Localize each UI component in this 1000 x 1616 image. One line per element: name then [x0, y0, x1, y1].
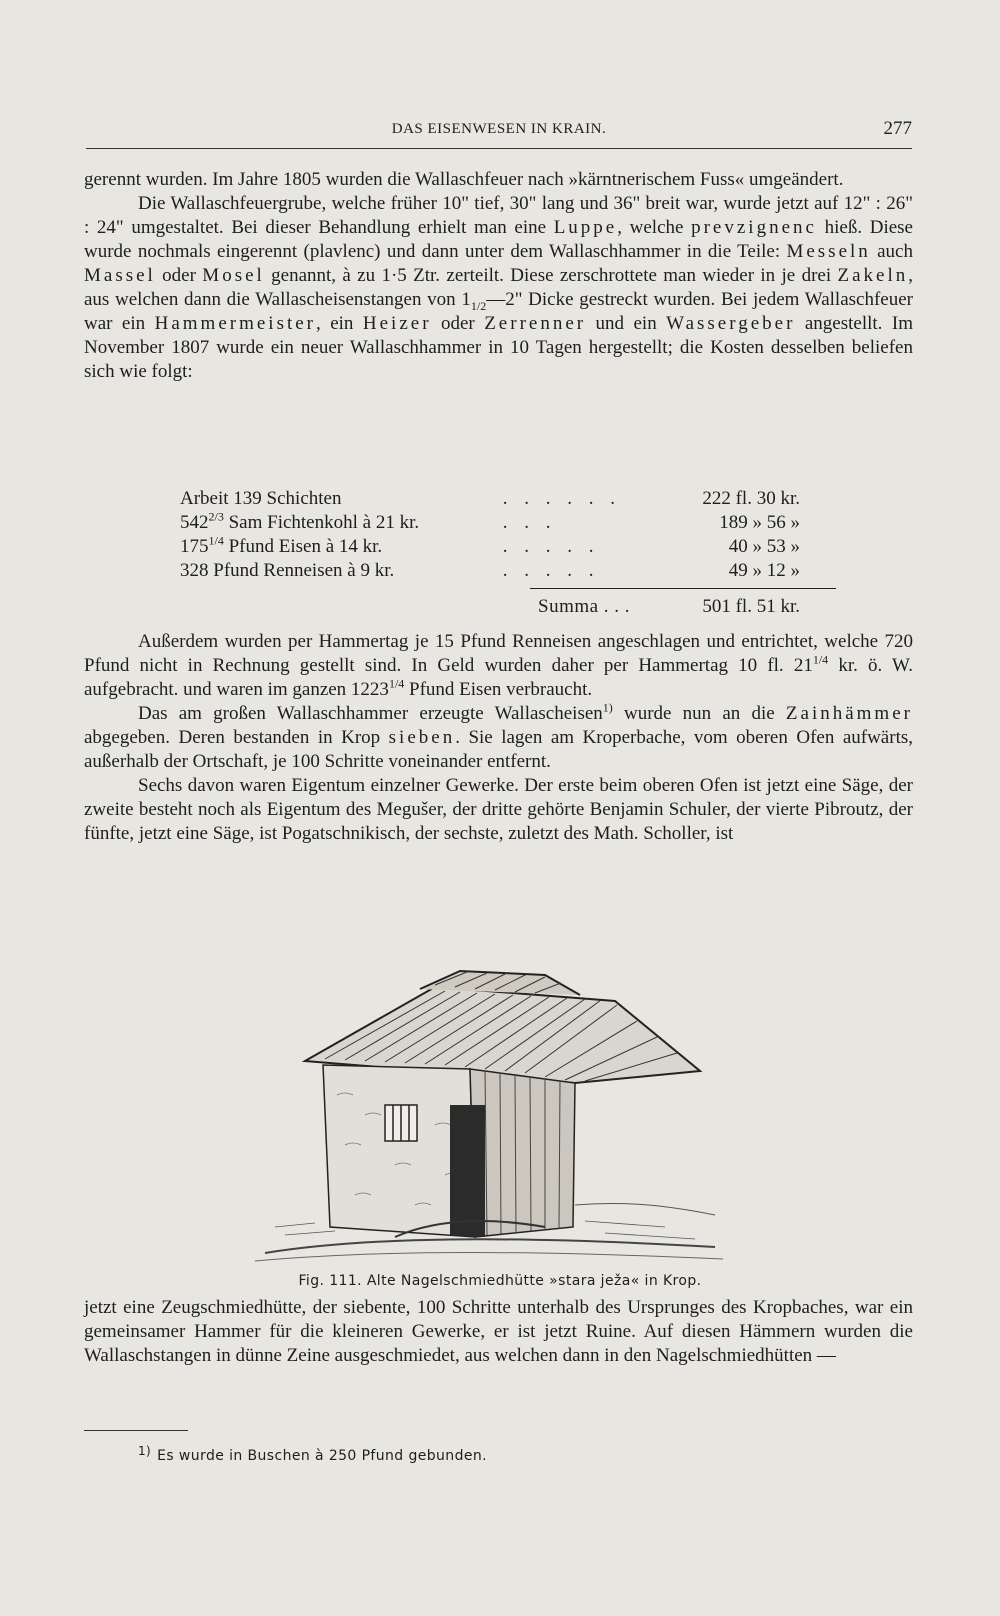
figure-caption: Fig. 111. Alte Nagelschmiedhütte »stara ježa« in Krop. [298, 1273, 702, 1289]
table-row: 328 Pfund Renneisen à 9 kr. . . . . . 49 » 12 » [180, 560, 800, 581]
table-row: $175^{1/4}$ Pfund Eisen à 14 kr. . . . . . 40 » 53 » [180, 533, 800, 557]
summa-value: 501 fl. 51 kr. [702, 596, 800, 617]
paragraph-5: Sechs davon waren Eigentum einzelner Gewerke. Der erste beim oberen Ofen ist jetzt eine Säge, der zweite besteht noch als Eigentum des Megušer, der dritte gehörte Benjamin Schuler, der vierte Pibroutz, der fünfte, jetzt eine Säge, ist Pogatschnikisch, der sechste, zuletzt des Math. Scholler, ist [84, 775, 913, 844]
body-text-bottom [84, 1296, 913, 1368]
hut-illustration [245, 965, 725, 1265]
table-row: Arbeit 139 Schichten . . . . . . 222 fl. 30 kr. [180, 488, 800, 509]
footnote-ref: 1) [602, 700, 613, 715]
footnote-rule [84, 1430, 188, 1431]
running-title: DAS EISENWESEN IN KRAIN. [391, 121, 607, 137]
paragraph-3: Außerdem wurden per Hammertag je 15 Pfund Renneisen angeschlagen und entrichtet, welche 720 Pfund nicht in Rechnung gestellt sind. In Geld wurden daher per Hammertag 10 fl. $21^{1/4}$ kr. ö. W. aufgebracht. und waren im ganzen $1223^{1/4}$ Pfund Eisen verbraucht. [84, 631, 913, 700]
footnote-text: Es wurde in Buschen à 250 Pfund gebunden. [157, 1448, 488, 1464]
body-text-middle [84, 630, 913, 846]
paragraph-2: Die Wallaschfeuergrube, welche früher 10" tief, 30" lang und 36" breit war, wurde jetzt auf 12" : 26" : 24" umgestaltet. Bei dieser Behandlung erhielt man eine Luppe, welche prevzignenc hieß. Diese wurde nochmals eingerennt (plavlenc) und dann unter dem Wallaschhammer in die Teile: Messeln auch Massel oder Mosel genannt, à zu 1·5 Ztr. zerteilt. Diese zerschrottete man wieder in je drei Zakeln, aus welchen dann die Wallascheisenstangen von $1_{1/2}—2$" Dicke gestreckt wurden. Bei jedem Wallaschfeuer war ein Hammermeister, ein Heizer oder Zerrenner und ein Wassergeber angestellt. Im November 1807 wurde ein neuer Wallaschhammer in 10 Tagen hergestellt; die Kosten desselben beliefen sich wie folgt: [84, 193, 913, 382]
paragraph-6: jetzt eine Zeugschmiedhütte, der siebente, 100 Schritte unterhalb des Ursprunges des Kropbaches, war ein gemeinsamer Hammer für die kleineren Gewerke, er ist jetzt Ruine. Auf diesen Hämmern wurden die Wallaschstangen in dünne Zeine ausgeschmiedet, aus welchen dann in den Nagelschmiedhütten — [84, 1297, 913, 1366]
running-header [86, 118, 912, 149]
paragraph-1: gerennt wurden. Im Jahre 1805 wurden die Wallaschfeuer nach »kärntnerischem Fuss« umgeändert. [84, 169, 844, 190]
table-row: $542^{2/3}$ Sam Fichtenkohl à 21 kr. . . . 189 » 56 » [180, 509, 800, 533]
footnote-mark: 1) [138, 1444, 152, 1458]
figure-illustration [245, 965, 725, 1265]
summa-row [538, 596, 800, 618]
page-number: 277 [883, 118, 912, 139]
cost-table [180, 487, 800, 583]
summa-label: Summa . . . [538, 596, 631, 617]
sum-rule [530, 588, 836, 589]
footnote [138, 1444, 488, 1464]
body-text-top [84, 168, 913, 384]
paragraph-4: Das am großen Wallaschhammer erzeugte Wallascheisen$^{1)}$ wurde nun an die Zainhämmer abgegeben. Deren bestanden in Krop sieben. Sie lagen am Kroperbache, vom oberen Ofen aufwärts, außerhalb der Ortschaft, je 100 Schritte voneinander entfernt. [84, 700, 913, 772]
